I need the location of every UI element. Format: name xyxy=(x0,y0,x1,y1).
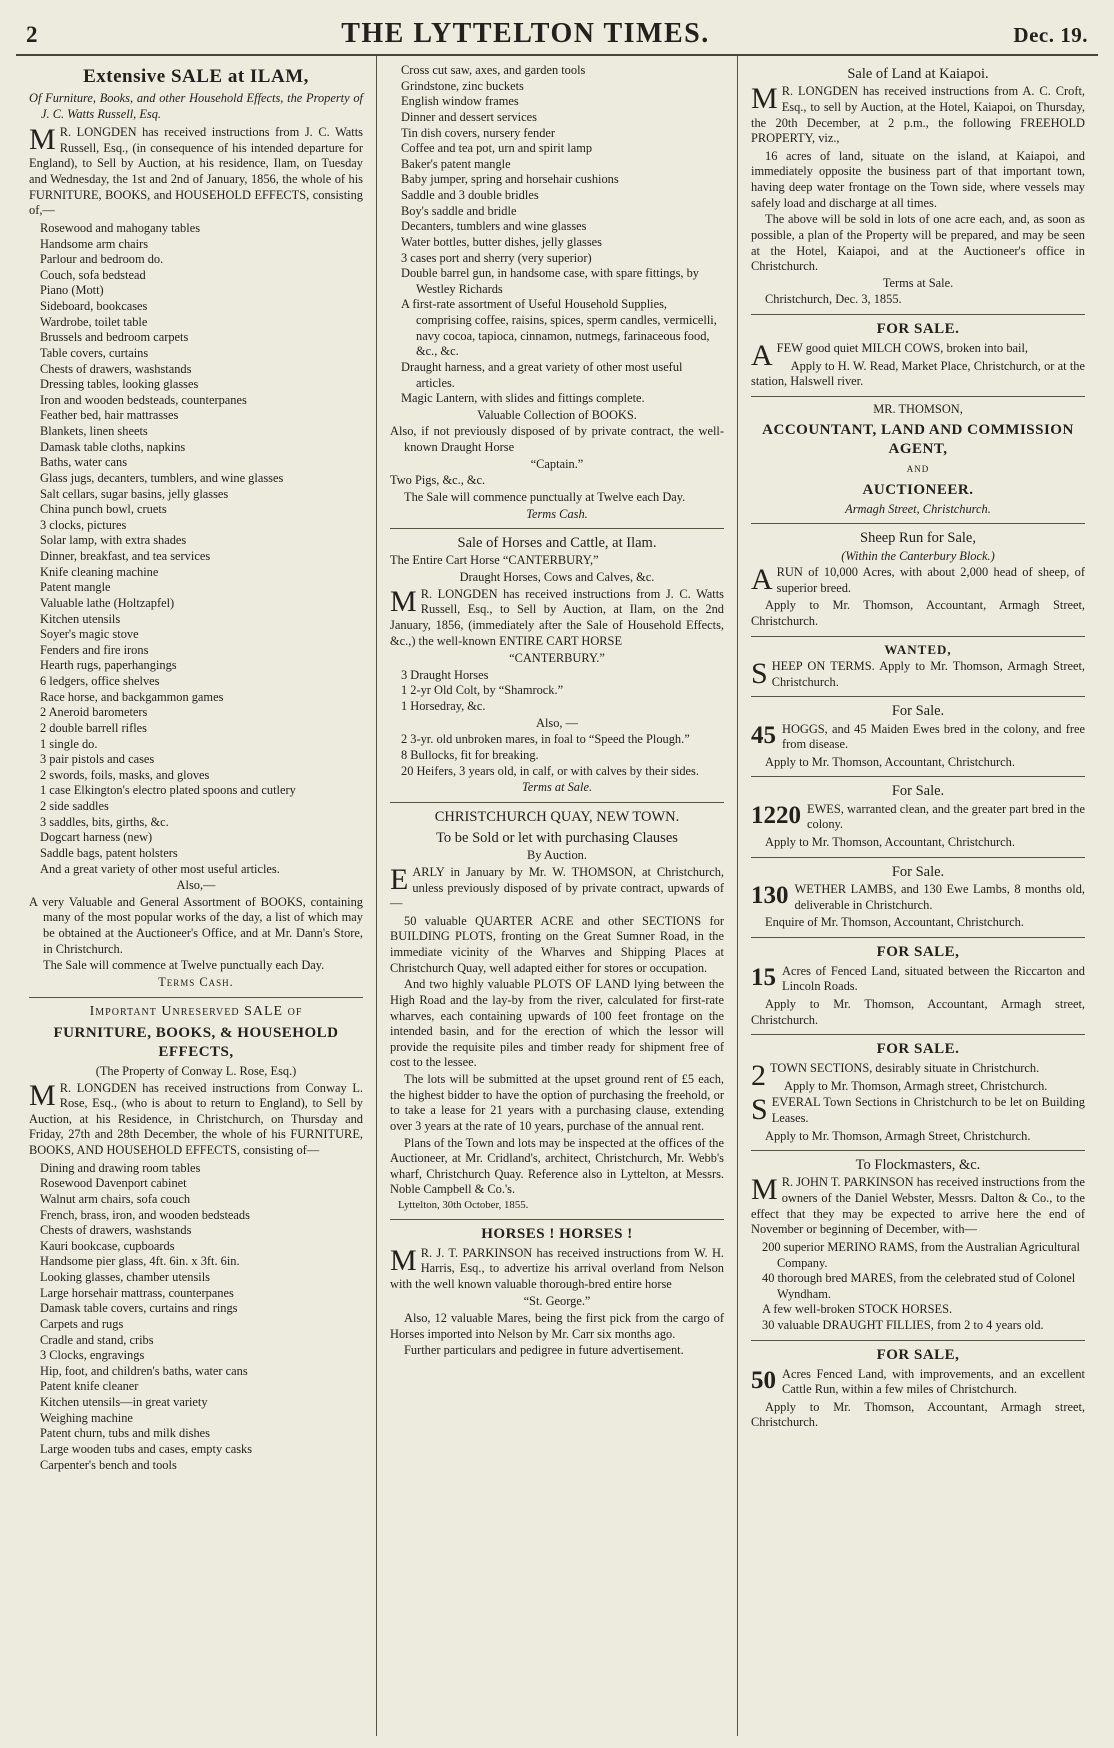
ad-divider xyxy=(390,1219,724,1220)
list-item: Blankets, linen sheets xyxy=(40,424,148,439)
list-item: Kitchen utensils—in great variety xyxy=(40,1395,208,1410)
list-item: Grindstone, zinc buckets xyxy=(401,78,524,93)
ad-paragraph: 2 TOWN SECTIONS, desirably situate in Christchurch. xyxy=(751,1059,1040,1093)
list-item: Cross cut saw, axes, and garden tools xyxy=(401,63,586,77)
ad-paragraph: (Within the Canterbury Block.) xyxy=(841,548,995,563)
drop-cap: S xyxy=(751,657,768,691)
ad-paragraph: “St. George.” xyxy=(523,1294,591,1309)
list-item: English window frames xyxy=(401,94,519,109)
list-item: Damask table covers, curtains and rings xyxy=(40,1301,238,1316)
list-item: Kitchen utensils xyxy=(40,611,121,626)
ad-divider xyxy=(751,523,1085,524)
ad-paragraph: The lots will be submitted at the upset ground rent of £5 each, the highest bidder to have the option of purchasing the freehold, or to take a lease for 21 years with a purchasing clause, extending over 3 years at the rate of 10 years, purchase of the annual rent. xyxy=(390,1072,724,1133)
ad-divider xyxy=(751,696,1085,697)
item-list xyxy=(390,668,724,715)
list-item: 1 case Elkington's electro plated spoons and cutlery xyxy=(40,783,296,798)
issue-date: Dec. 19. xyxy=(1013,23,1088,47)
list-item: Hip, foot, and children's baths, water cans xyxy=(40,1363,248,1378)
page-number: 2 xyxy=(26,22,38,47)
list-item: Weighing machine xyxy=(40,1410,133,1425)
ad-paragraph: SHEEP ON TERMS. Apply to Mr. Thomson, Armagh Street, Christchurch. xyxy=(751,657,1085,691)
list-item: Patent knife cleaner xyxy=(40,1379,139,1394)
list-item: 1 single do. xyxy=(40,736,98,751)
list-item: 1 Horsedray, &c. xyxy=(401,699,486,714)
list-item: Table covers, curtains xyxy=(40,345,149,360)
list-item: Baths, water cans xyxy=(40,455,128,470)
ad-paragraph: M R. LONGDEN has received instructions from A. C. Croft, Esq., to sell by Auction, at the Hotel, Kaiapoi, on Thursday, the 20th December, at 2 p.m., the following FREEHOLD PROPERTY, viz., xyxy=(751,82,1085,146)
list-item: Looking glasses, chamber utensils xyxy=(40,1270,210,1285)
ad-paragraph: Further particulars and pedigree in future advertisement. xyxy=(404,1343,684,1358)
list-item: 20 Heifers, 3 years old, in calf, or with calves by their sides. xyxy=(401,763,699,778)
ad-heading: WANTED, xyxy=(884,641,952,657)
ad-divider xyxy=(751,937,1085,938)
ad-paragraph: Apply to Mr. Thomson, Accountant, Armagh Street, Christchurch. xyxy=(751,598,1085,629)
ad-paragraph: AFEW good quiet MILCH COWS, broken into bail, xyxy=(751,338,1029,372)
list-item: China punch bowl, cruets xyxy=(40,502,167,517)
list-item: Patent churn, tubs and milk dishes xyxy=(40,1426,211,1441)
ad-paragraph: Terms at Sale. xyxy=(521,780,593,795)
list-item: 2 3-yr. old unbroken mares, in foal to “Speed the Plough.” xyxy=(401,732,690,747)
ad-paragraph: 50 valuable QUARTER ACRE and other SECTIONS for BUILDING PLOTS, fronting on the Great Sumner Road, in the immediate vicinity of the Wharves and Shipping Places at Christchurch Quay, well adapted either for stores or occupation. xyxy=(390,913,724,975)
ad-paragraph: By Auction. xyxy=(527,848,587,863)
item-list xyxy=(390,732,724,779)
list-item: 1 2-yr Old Colt, by “Shamrock.” xyxy=(401,683,564,698)
ad-heading: For Sale. xyxy=(891,783,945,800)
ad-divider xyxy=(751,396,1085,397)
ad-paragraph: Plans of the Town and lots may be inspected at the offices of the Auctioneer, at Mr. Cridland's, architect, Christchurch, Mr. Webb's wharf, Christchurch Quay. Reference also in Lyttelton, at Messrs. Noble Campbell & Co.'s. xyxy=(390,1135,724,1197)
list-item: Dinner and dessert services xyxy=(401,109,537,124)
list-item: 6 ledgers, office shelves xyxy=(40,674,160,689)
ad-paragraph: 130 WETHER LAMBS, and 130 Ewe Lambs, 8 months old, deliverable in Christchurch. xyxy=(751,881,1085,912)
list-item: 200 superior MERINO RAMS, from the Australian Agricultural Company. xyxy=(762,1239,1080,1270)
list-item: Tin dish covers, nursery fender xyxy=(401,125,556,140)
list-item: Dinner, breakfast, and tea services xyxy=(40,549,211,564)
list-item: A few well-broken STOCK HORSES. xyxy=(762,1302,953,1317)
list-item: Coffee and tea pot, urn and spirit lamp xyxy=(401,141,593,156)
ad-paragraph: “CANTERBURY.” xyxy=(509,651,605,666)
ad-paragraph: 1220 EWES, warranted clean, and the greater part bred in the colony. xyxy=(751,801,1085,832)
drop-cap: A xyxy=(751,338,773,372)
list-item: Hearth rugs, paperhangings xyxy=(40,658,177,673)
ad-heading: FOR SALE, xyxy=(876,943,960,960)
ad-paragraph: Also,— xyxy=(176,878,216,893)
list-item: Damask table cloths, napkins xyxy=(40,439,186,454)
list-item: Brussels and bedroom carpets xyxy=(40,330,189,345)
ad-heading: AUCTIONEER. xyxy=(862,481,974,498)
ad-paragraph: 50 Acres Fenced Land, with improvements, and an excellent Cattle Run, within a few miles of Christchurch. xyxy=(751,1366,1085,1397)
list-item: Carpenter's bench and tools xyxy=(40,1457,177,1472)
drop-cap: 50 xyxy=(751,1366,776,1394)
list-item: Chests of drawers, washstands xyxy=(40,1223,192,1238)
drop-cap: M xyxy=(29,123,56,157)
list-item: Rosewood Davenport cabinet xyxy=(40,1176,187,1191)
ad-heading: HORSES ! HORSES ! xyxy=(481,1225,633,1242)
list-item: 30 valuable DRAUGHT FILLIES, from 2 to 4 years old. xyxy=(762,1318,1044,1333)
list-item: Saddle bags, patent holsters xyxy=(40,845,178,860)
list-item: Baby jumper, spring and horsehair cushions xyxy=(401,172,619,187)
list-item: Large wooden tubs and cases, empty casks xyxy=(40,1441,253,1456)
list-item: Race horse, and backgammon games xyxy=(40,689,224,704)
ad-divider xyxy=(751,636,1085,637)
list-item: 2 swords, foils, masks, and gloves xyxy=(40,767,210,782)
list-item: Piano (Mott) xyxy=(40,283,104,298)
list-item: 3 cases port and sherry (very superior) xyxy=(401,250,592,265)
drop-cap: M xyxy=(751,82,778,116)
drop-cap: 2 xyxy=(751,1059,766,1093)
list-item: Handsome arm chairs xyxy=(40,236,149,251)
list-item: Draught harness, and a great variety of other most useful articles. xyxy=(401,359,683,390)
ad-paragraph: Of Furniture, Books, and other Household Effects, the Property of J. C. Watts Russell, Esq. xyxy=(29,90,363,121)
ad-heading: FURNITURE, BOOKS, & HOUSEHOLD EFFECTS, xyxy=(53,1025,339,1061)
ad-paragraph: SEVERAL Town Sections in Christchurch to be let on Building Leases. xyxy=(751,1093,1085,1127)
drop-cap: E xyxy=(390,862,409,896)
ad-paragraph: MR. THOMSON, xyxy=(873,401,963,416)
ad-paragraph: 45 HOGGS, and 45 Maiden Ewes bred in the colony, and free from disease. xyxy=(751,721,1085,752)
list-item: Saddle and 3 double bridles xyxy=(401,188,539,202)
ad-paragraph: The Sale will commence punctually at Twelve each Day. xyxy=(404,489,686,504)
list-item: 8 Bullocks, fit for breaking. xyxy=(401,747,539,762)
ad-paragraph: Two Pigs, &c., &c. xyxy=(390,473,486,488)
ad-heading: FOR SALE, xyxy=(876,1346,960,1363)
column-1 xyxy=(16,56,376,1736)
column-2 xyxy=(376,56,737,1736)
list-item: Sideboard, bookcases xyxy=(40,299,148,314)
ad-paragraph: M R. LONGDEN has received instructions from J. C. Watts Russell, Esq., to Sell by Auction, at Ilam, on the 2nd January, 1856, (immediately after the Sale of Household Effects, &c.,) the well-known ENTIRE CART HORSE xyxy=(390,584,724,648)
ad-paragraph: M R. J. T. PARKINSON has received instructions from W. H. Harris, Esq., to advertize his arrival overland from Nelson with the well known valuable thorough-bred entire horse xyxy=(390,1243,724,1291)
drop-cap: M xyxy=(751,1173,778,1207)
ad-paragraph: M R. LONGDEN has received instructions from Conway L. Rose, Esq., (who is about to return to England), to Sell by Auction, at his Residence, in Christchurch, on Thursday and Friday, 27th and 28th December, the whole of his FURNITURE, BOOKS, AND HOUSEHOLD EFFECTS, consisting of— xyxy=(29,1078,363,1158)
ad-heading: To be Sold or let with purchasing Clauses xyxy=(436,830,678,847)
ad-divider xyxy=(751,1340,1085,1341)
list-item: Decanters, tumblers and wine glasses xyxy=(401,219,587,234)
ad-paragraph: Draught Horses, Cows and Calves, &c. xyxy=(459,570,655,585)
masthead xyxy=(16,10,1098,56)
ad-paragraph: Apply to Mr. Thomson, Armagh Street, Christchurch. xyxy=(765,1128,1031,1143)
ad-paragraph: Terms Cash. xyxy=(158,974,234,989)
list-item: Kauri bookcase, cupboards xyxy=(40,1238,175,1253)
list-item: Magic Lantern, with slides and fittings complete. xyxy=(401,391,645,406)
ad-paragraph: Terms at Sale. xyxy=(882,275,954,290)
ad-paragraph: (The Property of Conway L. Rose, Esq.) xyxy=(95,1063,297,1078)
list-item: French, brass, iron, and wooden bedsteads xyxy=(40,1207,250,1222)
list-item: 3 Clocks, engravings xyxy=(40,1348,145,1363)
list-item: 2 Aneroid barometers xyxy=(40,705,148,720)
drop-cap: S xyxy=(751,1093,768,1127)
ad-heading: Sheep Run for Sale, xyxy=(860,530,976,547)
ad-paragraph: Also, — xyxy=(536,715,578,730)
ad-paragraph: Apply to Mr. Thomson, Accountant, Armagh street, Christchurch. xyxy=(751,1399,1085,1430)
list-item: A first-rate assortment of Useful Household Supplies, comprising coffee, raisins, spices, sperm candles, vermicelli, navy cocoa, tapioca, cinnamon, nutmegs, farinaceous food, &c., &c. xyxy=(401,297,717,359)
ad-paragraph: Apply to Mr. Thomson, Accountant, Armagh street, Christchurch. xyxy=(751,996,1085,1027)
list-item: Dining and drawing room tables xyxy=(40,1160,201,1175)
list-item: Knife cleaning machine xyxy=(40,564,159,579)
list-item: 3 pair pistols and cases xyxy=(40,752,155,767)
list-item: Wardrobe, toilet table xyxy=(40,314,148,329)
list-item: Rosewood and mahogany tables xyxy=(40,220,201,235)
list-item: Dressing tables, looking glasses xyxy=(40,377,199,392)
list-item: 3 clocks, pictures xyxy=(40,517,127,532)
drop-cap: 130 xyxy=(751,881,789,909)
drop-cap: M xyxy=(390,584,417,618)
list-item: Salt cellars, sugar basins, jelly glasses xyxy=(40,486,229,501)
ad-paragraph: Apply to H. W. Read, Market Place, Christchurch, or at the station, Halswell river. xyxy=(751,358,1085,389)
list-item: 3 saddles, bits, girths, &c. xyxy=(40,814,169,829)
ad-paragraph: M R. JOHN T. PARKINSON has received instructions from the owners of the Daniel Webster, Messrs. Dalton & Co., to the effect that they may be expected to arrive here the end of November or beginning of December, with— xyxy=(751,1173,1085,1237)
ad-paragraph: Apply to Mr. Thomson, Accountant, Christchurch. xyxy=(765,835,1015,849)
list-item: Double barrel gun, in handsome case, with spare fittings, by Westley Richards xyxy=(401,266,699,296)
list-item: Patent mangle xyxy=(40,580,111,595)
item-list xyxy=(29,1161,363,1474)
drop-cap: M xyxy=(29,1078,56,1112)
ad-paragraph: 16 acres of land, situate on the island, at Kaiapoi, and immediately opposite the business part of that important town, having deep water frontage on the Town side, where vessels may safely load and discharge at all times. xyxy=(751,148,1085,210)
ad-paragraph: The above will be sold in lots of one acre each, and, as soon as possible, a plan of the Property will be prepared, and may be seen at the Hotel, Kaiapoi, and at the Auctioneer's office in Christchurch. xyxy=(751,212,1085,274)
ad-paragraph: Enquire of Mr. Thomson, Accountant, Christchurch. xyxy=(765,915,1024,930)
list-item: Boy's saddle and bridle xyxy=(401,203,517,218)
ad-paragraph: And two highly valuable PLOTS OF LAND lying between the High Road and the lay-by from the river, calculated for first-rate wharves, each containing upwards of 100 feet frontage on the intended basin, and for the erection of which the lessor will provide the requisite piles and timber ready for shipment free of cost to the lessee. xyxy=(390,977,724,1070)
ad-divider xyxy=(751,1150,1085,1151)
ad-heading: CHRISTCHURCH QUAY, NEW TOWN. xyxy=(434,808,680,825)
list-item: Handsome pier glass, 4ft. 6in. x 3ft. 6in. xyxy=(40,1254,240,1269)
ad-heading: FOR SALE. xyxy=(876,321,960,338)
list-item: Parlour and bedroom do. xyxy=(40,252,164,267)
list-item: Cradle and stand, cribs xyxy=(40,1332,154,1347)
ad-divider xyxy=(390,528,724,529)
ad-paragraph: A very Valuable and General Assortment of BOOKS, containing many of the most popular works of the day, a list of which may be obtained at the Auctioneer's Office, and at Mr. Dann's Store, in Christchurch. xyxy=(29,894,363,956)
list-item: 3 Draught Horses xyxy=(401,667,489,682)
drop-cap: 1220 xyxy=(751,801,801,829)
ad-paragraph: Valuable Collection of BOOKS. xyxy=(477,407,637,422)
list-item: 2 double barrell rifles xyxy=(40,720,148,735)
list-item: Water bottles, butter dishes, jelly glasses xyxy=(401,234,602,249)
ad-heading: To Flockmasters, &c. xyxy=(855,1157,981,1174)
ad-heading: Extensive SALE at ILAM, xyxy=(83,66,309,87)
ad-divider xyxy=(751,314,1085,315)
ad-divider xyxy=(390,802,724,803)
ad-heading: For Sale. xyxy=(891,703,945,720)
columns xyxy=(16,56,1098,1736)
list-item: Large horsehair mattrass, counterpanes xyxy=(40,1285,234,1300)
drop-cap: 15 xyxy=(751,963,776,991)
item-list xyxy=(29,221,363,877)
ad-divider xyxy=(751,857,1085,858)
ad-heading: Sale of Land at Kaiapoi. xyxy=(847,66,989,82)
list-item: Couch, sofa bedstead xyxy=(40,267,146,282)
ad-paragraph: Armagh Street, Christchurch. xyxy=(845,501,991,516)
list-item: Carpets and rugs xyxy=(40,1316,124,1331)
ad-heading: FOR SALE. xyxy=(876,1041,960,1058)
list-item: Glass jugs, decanters, tumblers, and wine glasses xyxy=(40,470,284,485)
ad-paragraph: 15 Acres of Fenced Land, situated between the Riccarton and Lincoln Roads. xyxy=(751,963,1085,994)
ad-heading: Important Unreserved SALE of xyxy=(89,1003,303,1019)
drop-cap: M xyxy=(390,1243,417,1277)
list-item: Dogcart harness (new) xyxy=(40,830,153,845)
ad-paragraph: M R. LONGDEN has received instructions from J. C. Watts Russell, Esq., (in consequence of his intended departure for England), to Sell by Auction, at his residence, Ilam, on Tuesday and Wednesday, the 1st and 2nd of January, 1856, the whole of his FURNITURE, BOOKS, and HOUSEHOLD EFFECTS, consisting of,— xyxy=(29,123,363,218)
ad-divider xyxy=(751,776,1085,777)
ad-paragraph: Also, 12 valuable Mares, being the first pick from the cargo of Horses imported into Nelson by Mr. Carr six months ago. xyxy=(390,1311,724,1341)
list-item: And a great variety of other most useful articles. xyxy=(40,861,280,876)
drop-cap: A xyxy=(751,563,773,597)
item-list xyxy=(751,1240,1085,1334)
ad-heading: For Sale. xyxy=(891,863,945,880)
ad-divider xyxy=(29,997,363,998)
ad-paragraph: The Entire Cart Horse “CANTERBURY,” xyxy=(390,553,599,568)
column-3 xyxy=(737,56,1098,1736)
ad-paragraph: and xyxy=(906,461,930,476)
list-item: Solar lamp, with extra shades xyxy=(40,533,187,548)
list-item: Walnut arm chairs, sofa couch xyxy=(40,1191,191,1206)
ad-divider xyxy=(751,1034,1085,1035)
list-item: Feather bed, hair mattrasses xyxy=(40,408,179,423)
item-list xyxy=(390,63,724,407)
list-item: Baker's patent mangle xyxy=(401,156,511,171)
list-item: Chests of drawers, washstands xyxy=(40,361,192,376)
ad-paragraph: Lyttelton, 30th October, 1855. xyxy=(398,1199,529,1212)
list-item: 2 side saddles xyxy=(40,799,109,814)
ad-paragraph: Apply to Mr. Thomson, Accountant, Christchurch. xyxy=(765,754,1015,769)
ad-paragraph: Apply to Mr. Thomson, Armagh street, Christchurch. xyxy=(784,1078,1048,1093)
list-item: Valuable lathe (Holtzapfel) xyxy=(40,595,175,610)
ad-heading: Sale of Horses and Cattle, at Ilam. xyxy=(457,535,657,552)
ad-paragraph: Also, if not previously disposed of by private contract, the well-known Draught Horse xyxy=(390,424,724,454)
ad-paragraph: Christchurch, Dec. 3, 1855. xyxy=(765,292,902,307)
ad-paragraph: Terms Cash. xyxy=(526,506,588,521)
ad-heading: ACCOUNTANT, LAND AND COMMISSION AGENT, xyxy=(762,422,1074,458)
newspaper-title: THE LYTTELTON TIMES. xyxy=(341,18,710,49)
list-item: Fenders and fire irons xyxy=(40,642,149,657)
list-item: 40 thorough bred MARES, from the celebrated stud of Colonel Wyndham. xyxy=(762,1271,1076,1301)
list-item: Soyer's magic stove xyxy=(40,627,139,642)
list-item: Iron and wooden bedsteads, counterpanes xyxy=(40,392,247,407)
ad-paragraph: “Captain.” xyxy=(530,456,584,471)
ad-paragraph: ARUN of 10,000 Acres, with about 2,000 head of sheep, of superior breed. xyxy=(751,563,1085,597)
ad-paragraph: EARLY in January by Mr. W. THOMSON, at Christchurch, unless previously disposed of by private contract, upwards of— xyxy=(390,862,724,911)
ad-paragraph: The Sale will commence at Twelve punctually each Day. xyxy=(43,958,325,973)
drop-cap: 45 xyxy=(751,721,776,749)
